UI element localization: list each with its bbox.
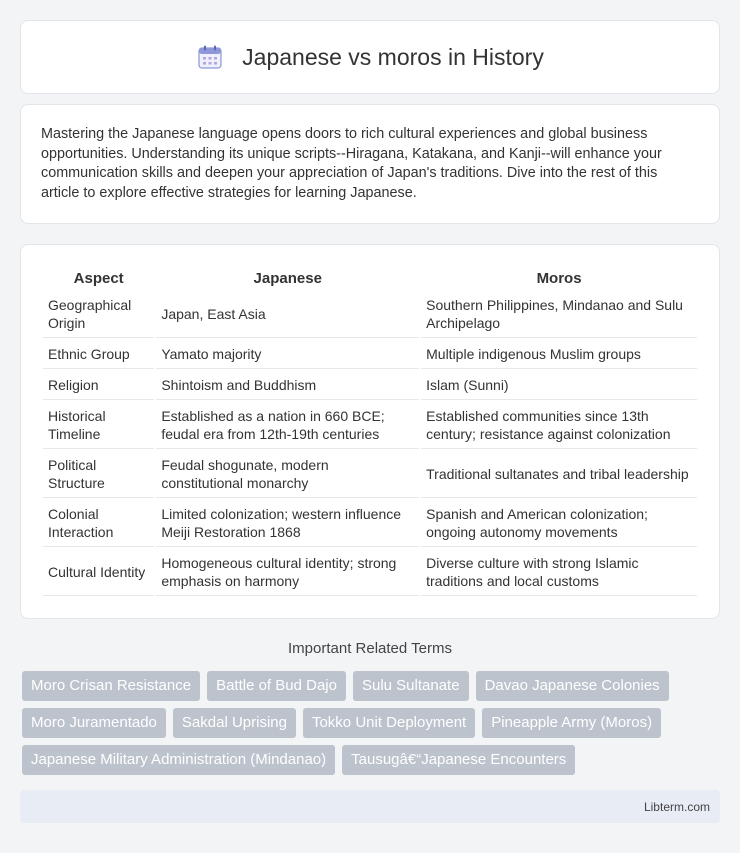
- cell-moros: Islam (Sunni): [421, 371, 697, 400]
- cell-moros: Diverse culture with strong Islamic traditions and local customs: [421, 549, 697, 596]
- related-tag[interactable]: Moro Crisan Resistance: [22, 671, 200, 701]
- comparison-card: [20, 244, 720, 619]
- intro-text: Mastering the Japanese language opens doors to rich cultural experiences and global business opportunities. Understanding its unique scripts--Hiragana, Katakana, and Kanji--will enhance your communication skills and deepen your appreciation of Japan's traditions. Dive into the rest of this article to explore effective strategies for learning Japanese.: [41, 126, 662, 201]
- cell-aspect: Religion: [43, 371, 154, 400]
- cell-moros: Multiple indigenous Muslim groups: [421, 340, 697, 369]
- cell-moros: Spanish and American colonization; ongoing autonomy movements: [421, 500, 697, 547]
- cell-japanese: Limited colonization; western influence Meiji Restoration 1868: [156, 500, 419, 547]
- table-row: [43, 549, 697, 596]
- header-japanese: Japanese: [253, 270, 322, 287]
- cell-aspect: Historical Timeline: [43, 402, 154, 449]
- cell-moros: Southern Philippines, Mindanao and Sulu Archipelago: [421, 291, 697, 338]
- page-title: Japanese vs moros in History: [242, 43, 544, 70]
- related-tag[interactable]: Davao Japanese Colonies: [476, 671, 669, 701]
- table-row: [43, 371, 697, 400]
- header-aspect: Aspect: [73, 270, 124, 287]
- cell-aspect: Colonial Interaction: [43, 500, 154, 547]
- related-tag[interactable]: Sulu Sultanate: [353, 671, 469, 701]
- related-tag[interactable]: Tausugâ€“Japanese Encounters: [342, 745, 575, 775]
- cell-aspect: Geographical Origin: [43, 291, 154, 338]
- table-header-row: [43, 267, 697, 289]
- related-tag[interactable]: Tokko Unit Deployment: [303, 708, 475, 738]
- related-tag[interactable]: Moro Juramentado: [22, 708, 166, 738]
- related-terms-title: Important Related Terms: [288, 640, 452, 657]
- related-tag[interactable]: Pineapple Army (Moros): [482, 708, 661, 738]
- table-row: [43, 500, 697, 547]
- table-row: [43, 291, 697, 338]
- table-row: [43, 340, 697, 369]
- cell-japanese: Japan, East Asia: [156, 291, 419, 338]
- cell-moros: Established communities since 13th century; resistance against colonization: [421, 402, 697, 449]
- header-card: [20, 20, 720, 94]
- related-tag[interactable]: Sakdal Uprising: [173, 708, 296, 738]
- related-tags: [22, 671, 722, 775]
- related-tag[interactable]: Japanese Military Administration (Mindanao): [22, 745, 335, 775]
- cell-moros: Traditional sultanates and tribal leadership: [421, 451, 697, 498]
- related-tag[interactable]: Battle of Bud Dajo: [207, 671, 346, 701]
- cell-japanese: Yamato majority: [156, 340, 419, 369]
- table-row: [43, 451, 697, 498]
- cell-japanese: Feudal shogunate, modern constitutional monarchy: [156, 451, 419, 498]
- calendar-icon: [196, 43, 224, 71]
- footer-site-link[interactable]: Libterm.com: [643, 800, 710, 814]
- title-wrap: [196, 43, 544, 71]
- comparison-table: [41, 265, 699, 598]
- intro-card: [20, 104, 720, 224]
- cell-aspect: Political Structure: [43, 451, 154, 498]
- cell-japanese: Homogeneous cultural identity; strong emphasis on harmony: [156, 549, 419, 596]
- cell-japanese: Established as a nation in 660 BCE; feudal era from 12th-19th centuries: [156, 402, 419, 449]
- cell-aspect: Ethnic Group: [43, 340, 154, 369]
- cell-aspect: Cultural Identity: [43, 549, 154, 596]
- table-row: [43, 402, 697, 449]
- cell-japanese: Shintoism and Buddhism: [156, 371, 419, 400]
- footer: [20, 790, 720, 823]
- header-moros: Moros: [536, 270, 582, 287]
